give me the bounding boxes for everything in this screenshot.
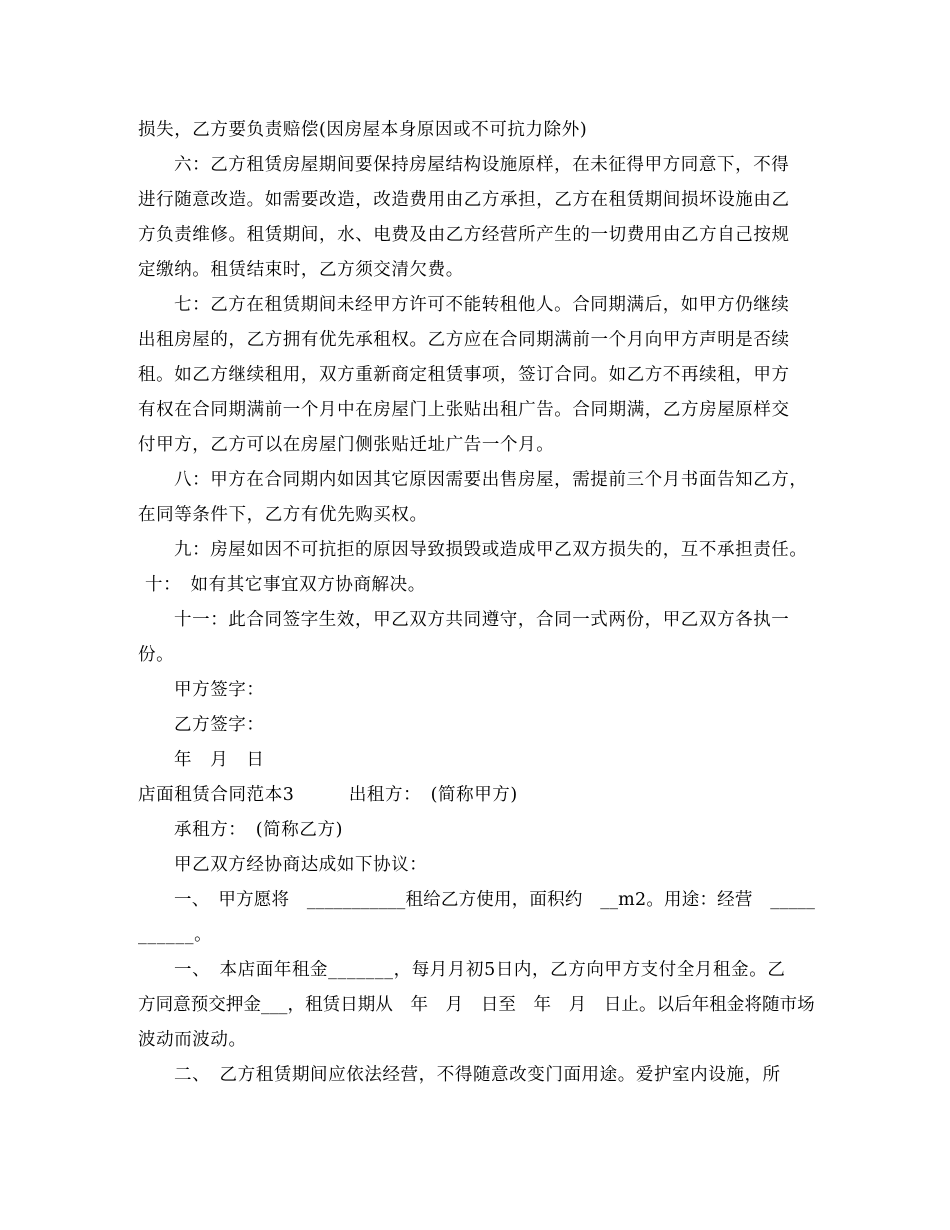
contract-title-line: 店面租赁合同范本3 出租方： (简称甲方) bbox=[138, 785, 518, 805]
clause-11-text: 十一：此合同签字生效，甲乙双方共同遵守，合同一式两份，甲乙双方各执一 bbox=[174, 610, 790, 630]
clause-10-text: 十： 如有其它事宜双方协商解决。 bbox=[145, 575, 426, 595]
text-line: 波动而波动。 bbox=[138, 1030, 247, 1050]
text-line: 出租房屋的，乙方拥有优先承租权。乙方应在合同期满前一个月向甲方声明是否续 bbox=[138, 330, 790, 350]
party-b-signature: 乙方签字： bbox=[174, 715, 265, 735]
clause-8-text: 八：甲方在合同期内如因其它原因需要出售房屋，需提前三个月书面告知乙方， bbox=[174, 470, 808, 490]
agreement-intro: 甲乙双方经协商达成如下协议： bbox=[174, 855, 428, 875]
tenant-line: 承租方： (简称乙方) bbox=[174, 820, 344, 840]
text-line: 有权在合同期满前一个月中在房屋门上张贴出租广告。合同期满，乙方房屋原样交 bbox=[138, 400, 790, 420]
clause-7-text: 七：乙方在租赁期间未经甲方许可不能转租他人。合同期满后，如甲方仍继续 bbox=[174, 295, 790, 315]
text-line: 付甲方，乙方可以在房屋门侧张贴迁址广告一个月。 bbox=[138, 435, 555, 455]
clause-9-text: 九：房屋如因不可抗拒的原因导致损毁或造成甲乙双方损失的，互不承担责任。 bbox=[174, 540, 808, 560]
text-line: 进行随意改造。如需要改造，改造费用由乙方承担，乙方在租赁期间损坏设施由乙 bbox=[138, 190, 790, 210]
text-line: 在同等条件下，乙方有优先购买权。 bbox=[138, 505, 428, 525]
text-line: 方负责维修。租赁期间，水、电费及由乙方经营所产生的一切费用由乙方自己按规 bbox=[138, 225, 790, 245]
clause-2-text: 二、 乙方租赁期间应依法经营，不得随意改变门面用途。爱护室内设施，所 bbox=[174, 1065, 781, 1085]
party-a-signature: 甲方签字： bbox=[174, 680, 265, 700]
text-line: 损失，乙方要负责赔偿(因房屋本身原因或不可抗力除外) bbox=[138, 120, 588, 140]
clause-rent-text: 一、 本店面年租金_______，每月月初5日内，乙方向甲方支付全月租金。乙 bbox=[174, 960, 786, 980]
text-line: 份。 bbox=[138, 645, 175, 665]
text-line: 定缴纳。租赁结束时，乙方须交清欠费。 bbox=[138, 260, 464, 280]
clause-1-text: 一、 甲方愿将 ___________租给乙方使用，面积约 __m2。用途：经营 _____ bbox=[174, 890, 816, 910]
text-line: 方同意预交押金___，租赁日期从 年 月 日至 年 月 日止。以后年租金将随市场 bbox=[138, 995, 815, 1015]
clause-6-text: 六：乙方租赁房屋期间要保持房屋结构设施原样，在未征得甲方同意下，不得 bbox=[174, 155, 790, 175]
text-line: ______。 bbox=[138, 925, 213, 945]
text-line: 租。如乙方继续租用，双方重新商定租赁事项，签订合同。如乙方不再续租，甲方 bbox=[138, 365, 790, 385]
date-line: 年 月 日 bbox=[174, 750, 265, 770]
